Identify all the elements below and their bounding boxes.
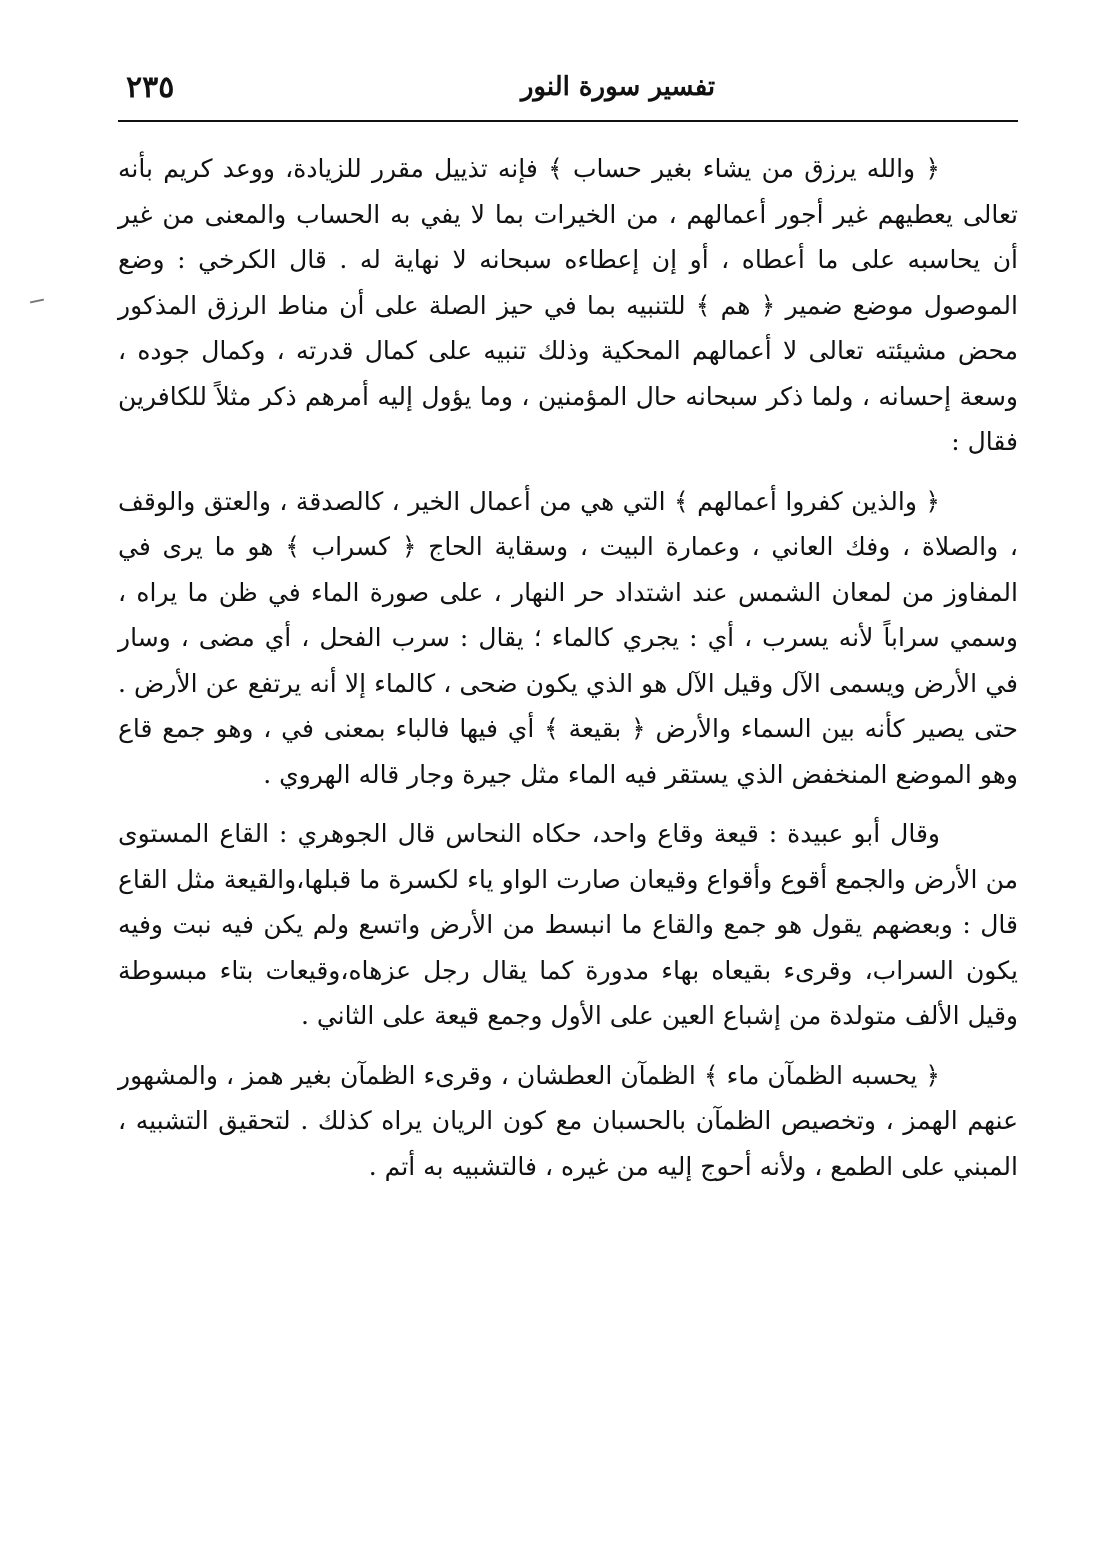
paragraph: ﴿ والذين كفروا أعمالهم ﴾ التي هي من أعمال الخير ، كالصدقة ، والعتق والوقف ، والصلاة ، وفك العاني ، وعمارة البيت ، وسقاية الحاج ﴿ كسراب ﴾ هو ما يرى في المفاوز من لمعان الشمس عند اشتداد حر النهار ، على صورة الماء في ظن ما يراه ، وسمي سراباً لأنه يسرب ، أي : يجري كالماء ؛ يقال : سرب الفحل ، أي مضى ، وسار في الأرض ويسمى الآل وقيل الآل هو الذي يكون ضحى ، كالماء إلا أنه يرتفع عن الأرض . حتى يصير كأنه بين السماء والأرض ﴿ بقيعة ﴾ أي فيها فالباء بمعنى في ، وهو جمع قاع وهو الموضع المنخفض الذي يستقر فيه الماء مثل جيرة وجار قاله الهروي .	[118, 486, 1018, 789]
page-header	[118, 68, 1118, 108]
paragraph: وقال أبو عبيدة : قيعة وقاع واحد، حكاه النحاس قال الجوهري : القاع المستوى من الأرض والجمع أقوع وأقواع وقيعان صارت الواو ياء لكسرة ما قبلها،والقيعة مثل القاع قال : وبعضهم يقول هو جمع والقاع ما انبسط من الأرض واتسع ولم يكن فيه نبت وفيه يكون السراب، وقرىء بقيعاه بهاء مدورة كما يقال رجل عزهاه،وقيعات بتاء مبسوطة وقيل الألف متولدة من إشباع العين على الأول وجمع قيعة على الثاني .	[118, 819, 1018, 1030]
paragraph: ﴿ يحسبه الظمآن ماء ﴾ الظمآن العطشان ، وقرىء الظمآن بغير همز ، والمشهور عنهم الهمز ، وتخصيص الظمآن بالحسبان مع كون الريان يراه كذلك . لتحقيق التشبيه ، المبني على الطمع ، ولأنه أحوج إليه من غيره ، فالتشبيه به أتم .	[118, 1060, 1018, 1181]
body-text	[118, 146, 1018, 1189]
page-number: ٢٣٥	[126, 70, 175, 105]
header-rule	[118, 120, 1018, 122]
page-title: تفسير سورة النور	[520, 72, 716, 102]
paragraph: ﴿ والله يرزق من يشاء بغير حساب ﴾ فإنه تذييل مقرر للزيادة، ووعد كريم بأنه تعالى يعطيهم غير أجور أعمالهم ، من الخيرات بما لا يفي به الحساب والمعنى من غير أن يحاسبه على ما أعطاه ، أو إن إعطاءه سبحانه لا نهاية له . قال الكرخي : وضع الموصول موضع ضمير ﴿ هم ﴾ للتنبيه بما في حيز الصلة على أن مناط الرزق المذكور محض مشيئته تعالى لا أعمالهم المحكية وذلك تنبيه على كمال قدرته ، وكمال جوده ، وسعة إحسانه ، ولما ذكر سبحانه حال المؤمنين ، وما يؤول إليه أمرهم ذكر مثلاً للكافرين فقال :	[118, 154, 1018, 456]
margin-mark	[30, 299, 44, 304]
